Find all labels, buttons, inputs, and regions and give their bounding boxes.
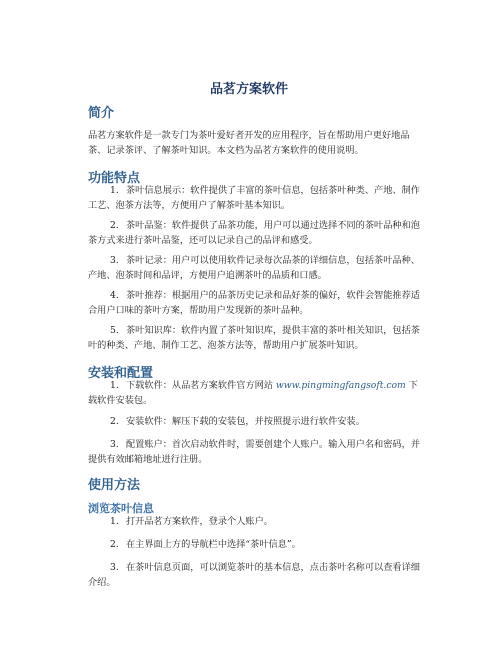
document-title: 品茗方案软件 xyxy=(209,82,288,97)
list-text: 茶叶推荐：根据用户的品茶历史记录和品好茶的偏好，软件会智能推荐适合用户口味的茶叶方案，帮助用户发现新的茶叶品种。 xyxy=(88,290,420,316)
list-text: 打开品茗方案软件，登录个人账户。 xyxy=(126,516,273,527)
usage-item-3 xyxy=(88,560,420,590)
list-number: 3. xyxy=(110,562,119,573)
list-text: 茶叶信息展示：软件提供了丰富的茶叶信息，包括茶叶种类、产地、制作工艺、泡茶方法等，方便用户了解茶叶基本知识。 xyxy=(88,185,420,211)
intro-paragraph: 品茗方案软件是一款专门为茶叶爱好者开发的应用程序，旨在帮助用户更好地品茶、记录茶评、了解茶叶知识。本文档为品茗方案软件的使用说明。 xyxy=(88,130,410,156)
list-text: 配置账户：首次启动软件时，需要创建个人账户。输入用户名和密码，并提供有效邮箱地址进行注册。 xyxy=(88,439,420,465)
install-item-2 xyxy=(88,414,420,429)
list-text: 在主界面上方的导航栏中选择“茶叶信息”。 xyxy=(126,539,301,550)
feature-item-4 xyxy=(88,288,420,318)
website-link[interactable]: www.pingmingfangsoft.com xyxy=(275,380,406,391)
section-heading-intro: 简介 xyxy=(88,106,115,121)
feature-item-1 xyxy=(88,183,420,213)
section-heading-features: 功能特点 xyxy=(88,171,141,186)
usage-item-1 xyxy=(88,514,420,529)
feature-item-3 xyxy=(88,253,420,283)
list-text: 茶叶知识库：软件内置了茶叶知识库，提供丰富的茶叶相关知识，包括茶叶的种类、产地、制作工艺、泡茶方法等，帮助用户扩展茶叶知识。 xyxy=(88,325,420,351)
feature-item-2 xyxy=(88,218,420,248)
usage-item-2 xyxy=(88,537,420,552)
list-number: 2. xyxy=(110,220,119,231)
list-text: 安装软件：解压下载的安装包，并按照提示进行软件安装。 xyxy=(126,416,365,427)
subsection-heading-browse: 浏览茶叶信息 xyxy=(88,502,154,515)
list-number: 2. xyxy=(110,416,119,427)
section-heading-usage: 使用方法 xyxy=(88,478,141,493)
install-item-3 xyxy=(88,437,420,467)
list-text: 茶叶品鉴：软件提供了品茶功能，用户可以通过选择不同的茶叶品种和泡茶方式来进行茶叶品鉴，还可以记录自己的品评和感受。 xyxy=(88,220,420,246)
list-number: 2. xyxy=(110,539,119,550)
list-number: 5. xyxy=(110,325,119,336)
list-number: 1. xyxy=(110,185,119,196)
list-number: 1. xyxy=(110,516,119,527)
list-number: 3. xyxy=(110,439,119,450)
list-number: 3. xyxy=(110,255,119,266)
list-text: 茶叶记录：用户可以使用软件记录每次品茶的详细信息，包括茶叶品种、产地、泡茶时间和品评，方便用户追溯茶叶的品质和口感。 xyxy=(88,255,420,281)
install-item-1 xyxy=(88,378,420,408)
list-text: 下载软件：从品茗方案软件官方网站 xyxy=(126,380,276,391)
feature-item-5 xyxy=(88,323,420,353)
list-number: 1. xyxy=(110,380,119,391)
list-text-after: 下载软件安装包。 xyxy=(88,380,418,406)
section-heading-install: 安装和配置 xyxy=(88,366,154,381)
list-text: 在茶叶信息页面，可以浏览茶叶的基本信息，点击茶叶名称可以查看详细介绍。 xyxy=(88,562,420,588)
list-number: 4. xyxy=(110,290,119,301)
